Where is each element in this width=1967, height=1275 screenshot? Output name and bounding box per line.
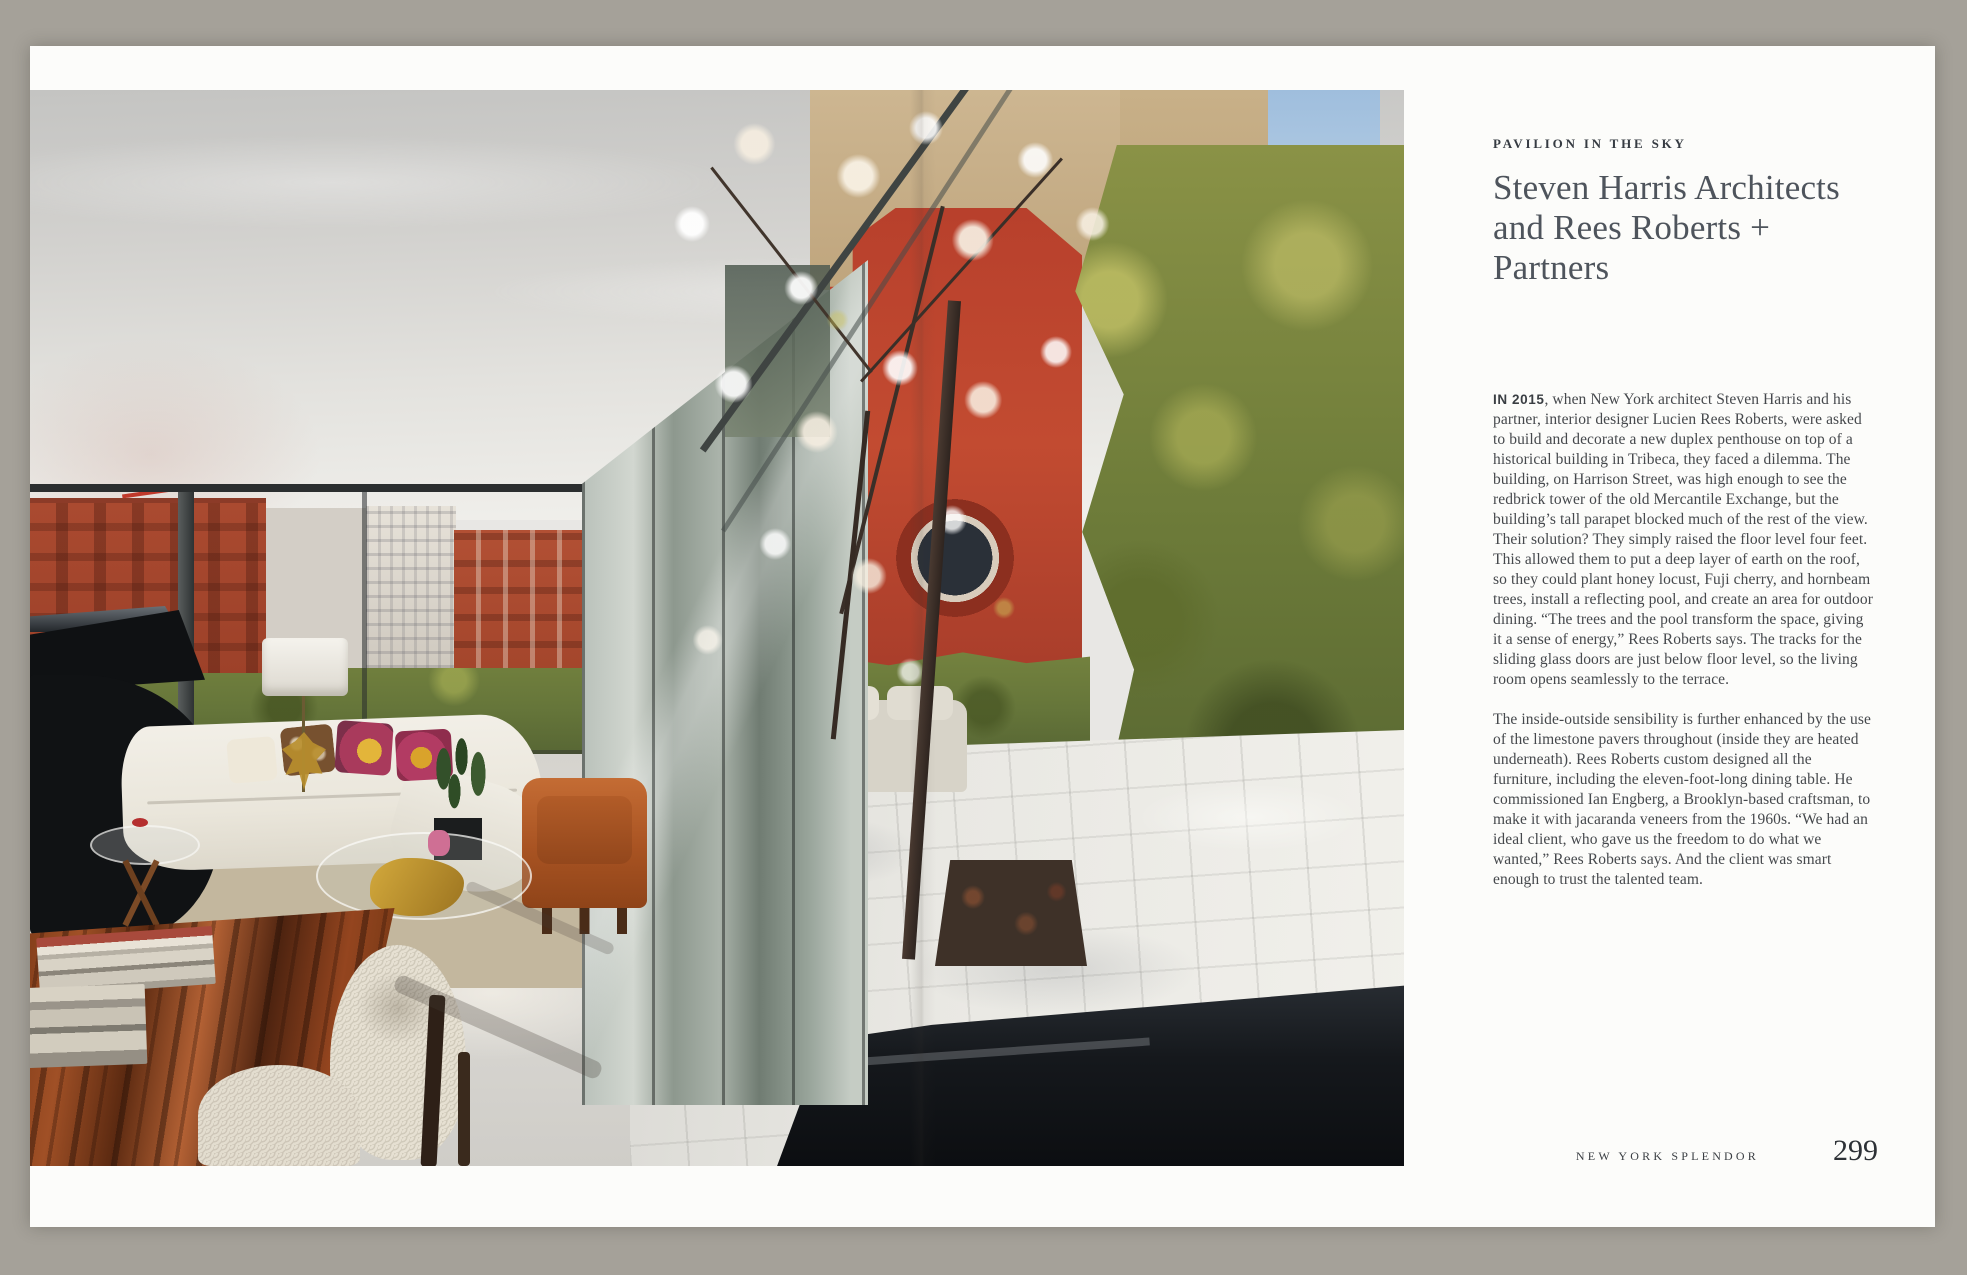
photo-red-bowl: [132, 818, 148, 827]
photo-blossoms: [640, 90, 1160, 880]
photo-leather-armchair: [522, 778, 647, 908]
article-title-line: Steven Harris Architects: [1493, 168, 1840, 207]
article-title-line: Partners: [1493, 248, 1610, 287]
article-title-line: and Rees Roberts +: [1493, 208, 1771, 247]
photo-boucle-chair: [198, 1065, 360, 1166]
body-text: , when New York architect Steven Harris and his partner, interior designer Lucien Rees Roberts, were asked to build and decorate a new duplex penthouse on top of a historical building in Tribeca, they faced a dilemma. The building, on Harrison Street, was high enough to see the redbrick tower of the old Mercantile Exchange, but the building’s tall parapet blocked much of the rest of the view. Their solution? They simply raised the floor level four feet. This allowed them to put a deep layer of earth on the roof, so they could plant honey locust, Fuji cherry, and hornbeam trees, install a reflecting pool, and create an area for outdoor dining. “The trees and the pool transform the space, giving it a sense of energy,” Rees Roberts says. The tracks for the sliding glass doors are just below floor level, so the living room opens seamlessly to the terrace.: [1493, 391, 1873, 688]
lead-in: IN 2015: [1493, 392, 1545, 407]
photo-cherry-blossom-tree: [640, 90, 1160, 880]
photo-white-tower: [366, 506, 456, 668]
photo-book-stack: [30, 984, 147, 1068]
book-page: [30, 46, 1935, 1227]
body-paragraph-2: The inside-outside sensibility is further enhanced by the use of the limestone pavers throughout (inside they are heated underneath). Rees Roberts custom designed all the furniture, including the eleven-foot-long dining table. He commissioned Ian Engberg, a Brooklyn-based craftsman, to make it with jacaranda veneers from the 1960s. “We had an ideal client, who gave us the freedom to do what we wanted,” Rees Roberts says. And the client was smart enough to trust the talented team.: [1493, 711, 1872, 888]
photo-page-crease: [910, 90, 936, 1166]
photo-pillow-white: [226, 736, 278, 784]
article-column: [1493, 136, 1873, 890]
section-eyebrow: PAVILION IN THE SKY: [1493, 136, 1687, 151]
page-number: 299: [1833, 1134, 1878, 1167]
photo-chair-leg: [458, 1052, 470, 1166]
photo-potted-plant: [422, 728, 494, 830]
page-footer: [1576, 1134, 1878, 1168]
photo-glass-side-table: [90, 825, 200, 865]
photo-window-mullion-thin: [362, 492, 367, 754]
article-title: [1493, 168, 1873, 288]
penthouse-photo: [30, 90, 1404, 1166]
photo-brick-building-mid: [454, 530, 602, 668]
running-footer-book-title: NEW YORK SPLENDOR: [1575, 1149, 1759, 1163]
photo-floor-lamp-shade: [262, 638, 348, 696]
body-paragraph-1: [1493, 390, 1873, 690]
photo-window-header: [30, 484, 596, 492]
photo-pillow-ikat: [334, 720, 393, 776]
photo-pink-glass-object: [428, 830, 450, 856]
